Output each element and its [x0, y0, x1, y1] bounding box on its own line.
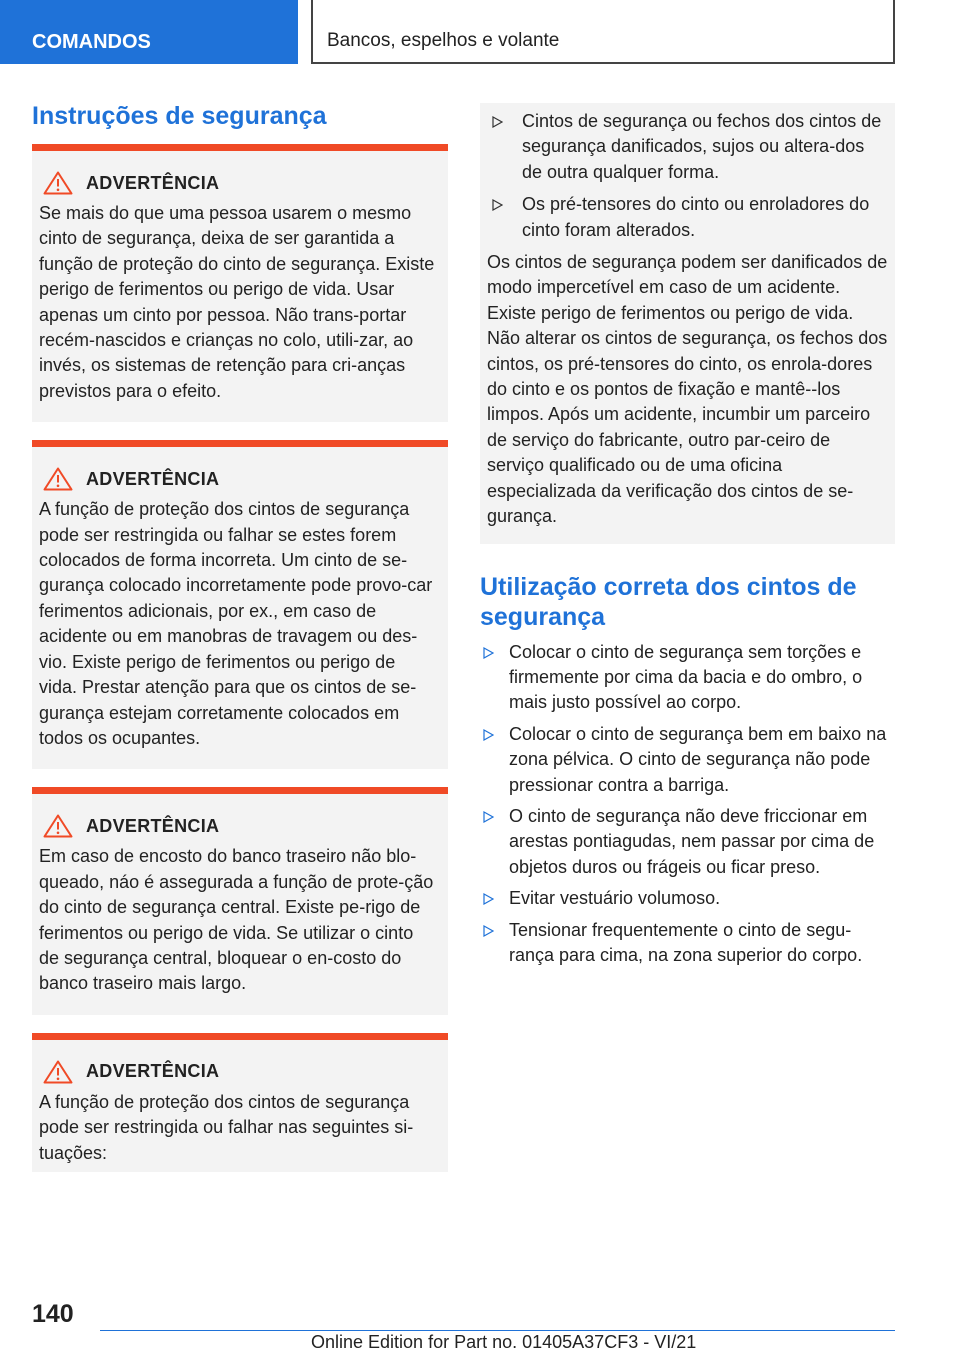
bullet-triangle-icon: [483, 811, 494, 823]
warning-box: [32, 787, 448, 1014]
list-item: [480, 722, 895, 798]
list-item-text: Evitar vestuário volumoso.: [509, 888, 721, 909]
warning-text: Em caso de encosto do banco traseiro não blo-queado, náo é assegurada a função de prote-ção do cinto de segurança central. Existe pe-rigo de ferimentos ou perigo de vida. Se utilizar o cinto de segurança central, bloquear o en-costo do banco traseiro mais largo.: [39, 846, 434, 994]
subsection-title: Utilização correta dos cintos de segurança: [480, 572, 857, 631]
bullet-triangle-icon: [483, 893, 494, 905]
warning-label: ADVERTÊNCIA: [86, 172, 220, 193]
right-column: [480, 100, 895, 974]
list-item-text: Colocar o cinto de segurança bem em baixo na zona pélvica. O cinto de segurança não pode pressionar contra a barriga.: [509, 723, 887, 795]
warning-label: ADVERTÊNCIA: [86, 1061, 220, 1082]
footer-divider: [100, 1330, 895, 1331]
left-column: [32, 100, 448, 1172]
header-section-tab[interactable]: COMANDOS: [0, 0, 298, 64]
warning-box: [32, 440, 448, 769]
list-item: [480, 640, 895, 716]
warning-continuation: [480, 103, 895, 544]
warning-text: A função de proteção dos cintos de segurança pode ser restringida ou falhar nas seguintes si-tuações:: [39, 1091, 414, 1163]
bullet-triangle-icon: [492, 199, 503, 211]
list-item: [480, 886, 895, 911]
list-item: [487, 192, 889, 243]
warning-triangle-icon: [43, 814, 73, 838]
list-item-text: Tensionar frequentemente o cinto de segu-rança para cima, na zona superior do corpo.: [509, 919, 863, 965]
list-item: [480, 918, 895, 969]
warning-triangle-icon: [43, 171, 73, 195]
warning-box: [32, 1033, 448, 1172]
footer-edition: Online Edition for Part no. 01405A37CF3 - VI/21: [311, 1332, 697, 1352]
list-item: [480, 804, 895, 880]
warning-label: ADVERTÊNCIA: [86, 815, 220, 836]
bullet-triangle-icon: [492, 116, 503, 128]
warning-triangle-icon: [43, 467, 73, 491]
warning-text: Se mais do que uma pessoa usarem o mesmo cinto de segurança, deixa de ser garantida a função de proteção do cinto de segurança. Existe perigo de ferimentos ou perigo de vida. Usar apenas um cinto por pessoa. Não trans-portar recém-nascidos e crianças no colo, utili-zar, ao invés, os sistemas de retenção para cri-anças previstos para o efeito.: [39, 203, 435, 401]
bullet-triangle-icon: [483, 729, 494, 741]
list-item-text: Cintos de segurança ou fechos dos cintos de segurança danificados, sujos ou altera-dos de outra qualquer forma.: [522, 111, 882, 182]
warning-text: A função de proteção dos cintos de segurança pode ser restringida ou falhar se estes forem colocados de forma incorreta. Um cinto de se-gurança colocado incorretamente pode provo-car ferimentos adicionais, por ex., em caso de acidente ou em manobras de travagem ou des-vio. Existe perigo de ferimentos ou perigo de vida. Prestar atenção para que os cintos de se-gurança estejam corretamente colocados em todos os ocupantes.: [39, 499, 433, 748]
list-item-text: Os pré-tensores do cinto ou enroladores do cinto foram alterados.: [522, 194, 870, 240]
section-title: Instruções de segurança: [32, 102, 327, 130]
list-item: [487, 109, 889, 185]
bullet-triangle-icon: [483, 925, 494, 937]
warning-text: Os cintos de segurança podem ser danificados de modo impercetível em caso de um acidente. Existe perigo de ferimentos ou perigo de vida. Não alterar os cintos de segurança, os fechos dos cintos, os pré-tensores do cinto, os enrola-dores do cinto e os pontos de fixação e mantê--los limpos. Após um acidente, incumbir um parceiro de serviço do fabricante, outro par-ceiro de serviço qualificado ou de uma oficina especializada da verificação dos cintos de se-gurança.: [487, 252, 888, 527]
list-item-text: Colocar o cinto de segurança sem torções e firmemente por cima da bacia e do ombro, o mais justo possível ao corpo.: [509, 641, 863, 713]
bullet-triangle-icon: [483, 647, 494, 659]
warning-triangle-icon: [43, 1060, 73, 1084]
page-number: 140: [32, 1300, 74, 1328]
warning-label: ADVERTÊNCIA: [86, 468, 220, 489]
list-item-text: O cinto de segurança não deve friccionar em arestas pontiagudas, nem passar por cima de objetos duros ou frágeis ou ficar preso.: [509, 805, 875, 877]
header-chapter-title: Bancos, espelhos e volante: [311, 0, 895, 64]
warning-box: [32, 144, 448, 422]
